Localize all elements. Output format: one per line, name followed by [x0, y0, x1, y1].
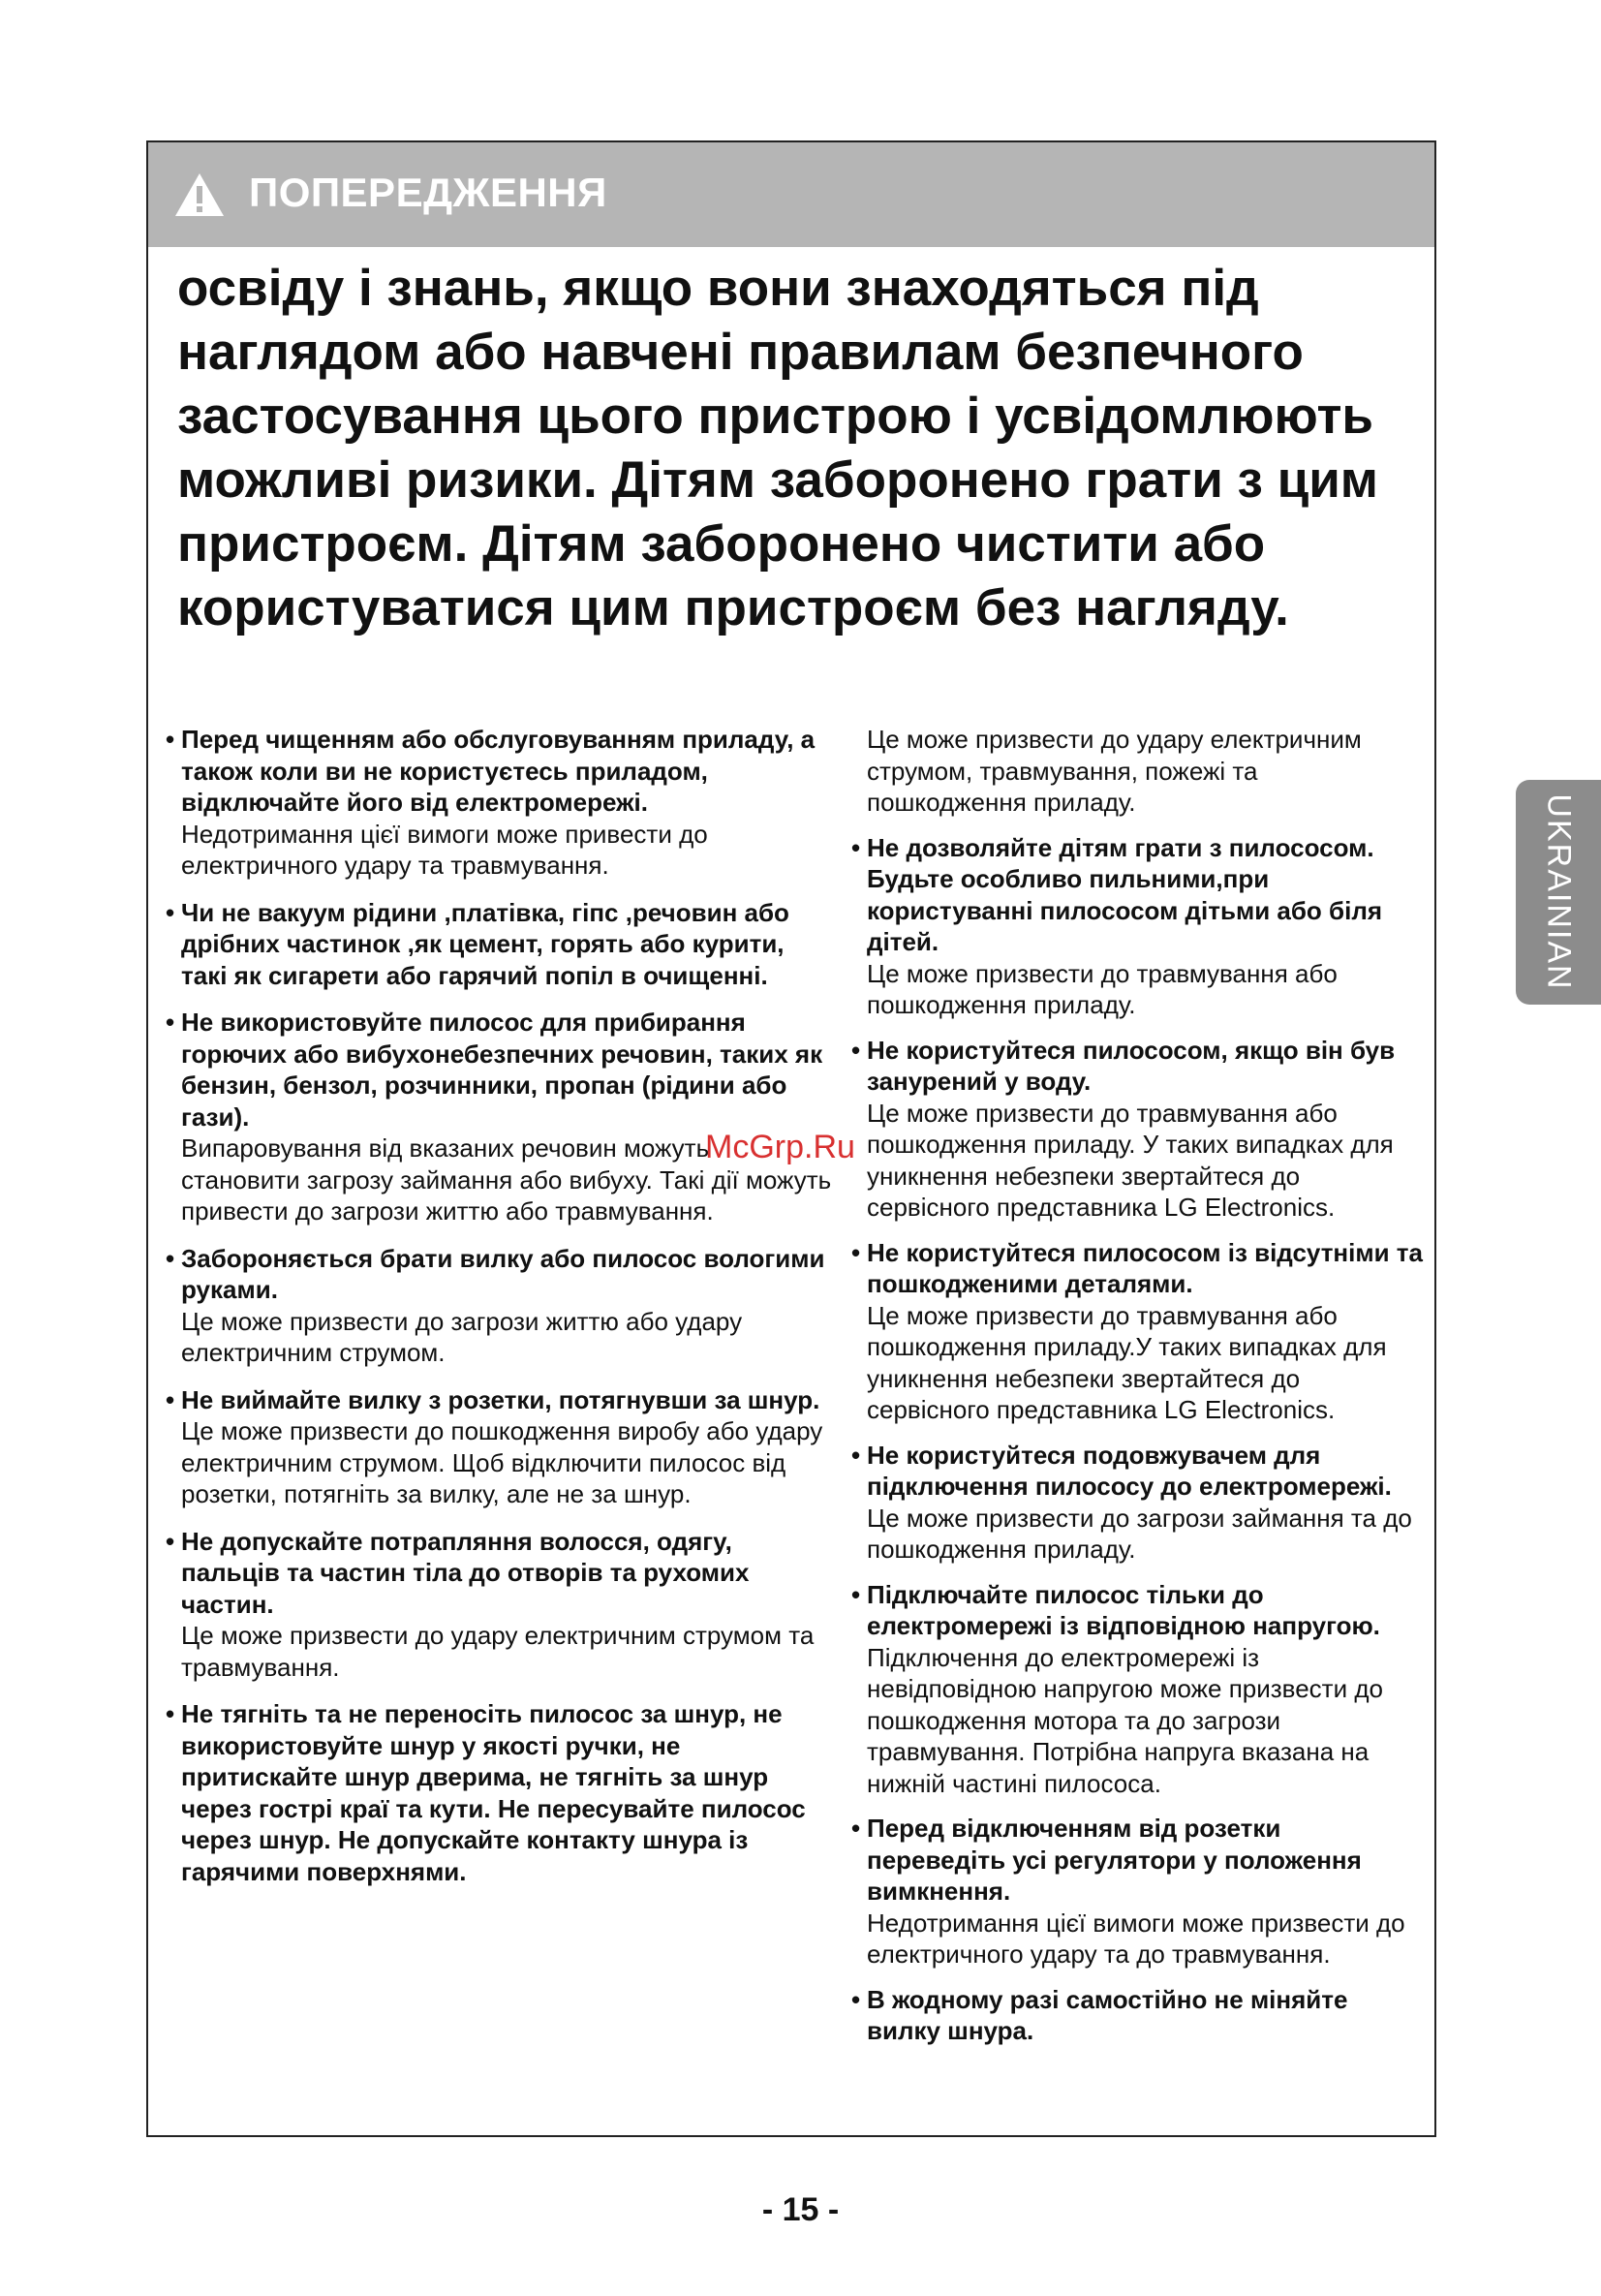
item-heading: Перед чищенням або обслуговуванням приладу, а також коли ви не користуєтесь приладом, відключайте його від електромережі. [181, 725, 816, 817]
list-item [851, 1035, 1423, 1224]
bullet: • [166, 1384, 175, 1414]
bullet: • [851, 1237, 861, 1267]
bullet: • [166, 897, 175, 927]
item-text: Це може призвести до пошкодження виробу або удару електричним струмом. Щоб відключити пилосос від розетки, потягніть за вилку, але не за шнур. [181, 1416, 823, 1508]
item-text: Це може призвести до травмування або пошкодження приладу. [867, 958, 1338, 1019]
bullet: • [851, 1579, 861, 1609]
list-item [851, 724, 1423, 819]
bullet: • [166, 1008, 175, 1037]
item-heading: Не користуйтеся подовжувачем для підключення пилососу до електромережі. [867, 1440, 1392, 1501]
list-item [166, 1384, 832, 1510]
language-tab [1516, 780, 1601, 1005]
list-item [851, 1813, 1423, 1970]
list-item [166, 1526, 832, 1684]
list-item [166, 1243, 832, 1369]
bullet: • [851, 1440, 861, 1470]
bullet: • [851, 832, 861, 862]
item-text: Недотримання цієї вимоги може призвести до електричного удару та до травмування. [867, 1908, 1405, 1969]
item-text: Це може призвести до травмування або пошкодження приладу.У таких випадках для уникнення небезпеки звертайтеся до сервісного представника LG Electronics. [867, 1300, 1387, 1424]
list-item [851, 832, 1423, 1021]
warning-title: ПОПЕРЕДЖЕННЯ [249, 170, 607, 215]
bullet: • [166, 1526, 175, 1556]
watermark: McGrp.Ru [705, 1129, 855, 1165]
warning-header [148, 142, 1434, 247]
list-item [166, 1007, 832, 1227]
item-heading: Не дозволяйте дітям грати з пилососом. Будьте особливо пильними,при користуванні пилососом дітьми або біля дітей. [867, 832, 1383, 956]
item-heading: Не користуйтеся пилососом із відсутніми та пошкодженими деталями. [867, 1237, 1423, 1298]
item-heading: Перед відключенням від розетки переведіть усі регулятори у положення вимкнення. [867, 1814, 1362, 1906]
item-text: Це може призвести до загрози займання та до пошкодження приладу. [867, 1503, 1412, 1564]
item-text: Це може призвести до удару електричним струмом, травмування, пожежі та пошкодження приладу. [867, 725, 1362, 817]
item-heading: Не допускайте потрапляння волосся, одягу, пальців та частин тіла до отворів та рухомих частин. [181, 1526, 750, 1619]
list-item [851, 1579, 1423, 1800]
item-heading: Не тягніть та не переносіть пилосос за шнур, не використовуйте шнур у якості ручки, не притискайте шнур дверима, не тягніть за шнур через гострі краї та кути. Не пересувайте пилосос через шнур. Не допускайте контакту шнура із гарячими поверхнями. [181, 1699, 806, 1886]
list-item [166, 897, 832, 992]
bullet: • [166, 725, 175, 754]
item-heading: Не користуйтеся пилососом, якщо він був занурений у воду. [867, 1035, 1396, 1096]
item-heading: В жодному разі самостійно не міняйте вилку шнура. [867, 1984, 1348, 2045]
item-heading: Не виймайте вилку з розетки, потягнувши за шнур. [181, 1384, 820, 1414]
item-heading: Чи не вакуум рідини ,платівка, гіпс ,речовин або дрібних частинок ,як цемент, горять або курити, такі як сигарети або гарячий попіл в очищенні. [181, 897, 789, 990]
list-item [851, 1237, 1423, 1426]
item-heading: Не використовуйте пилосос для прибирання горючих або вибухонебезпечних речовин, таких як бензин, бензол, розчинники, пропан (рідини або гази). [181, 1008, 823, 1132]
language-tab-label: UKRAINIAN [1540, 793, 1578, 991]
bullet: • [166, 1243, 175, 1273]
intro-warning-text: освіду і знань, якщо вони знаходяться під наглядом або навчені правилам безпечного застосування цього пристрою і усвідомлюють можливі ризики. Дітям заборонено грати з цим пристроєм. Дітям заборонено чистити або користуватися цим пристроєм без нагляду. [177, 260, 1378, 636]
left-column [166, 724, 832, 1903]
item-text: Це може призвести до травмування або пошкодження приладу. У таких випадках для уникнення небезпеки звертайтеся до сервісного представника LG Electronics. [867, 1098, 1394, 1222]
page-number: - 15 - [761, 2191, 840, 2228]
item-text: Випаровування від вказаних речовин можуть становити загрозу займання або вибуху. Такі дії можуть привести до загрози життю або травмування. [181, 1133, 832, 1226]
bullet: • [851, 1984, 861, 2014]
list-item [851, 1440, 1423, 1566]
bullet: • [851, 1814, 861, 1843]
list-item [851, 1984, 1423, 2047]
list-item [166, 724, 832, 882]
item-text: Це може призвести до удару електричним струмом та травмування. [181, 1621, 815, 1682]
item-heading: Забороняється брати вилку або пилосос вологими руками. [181, 1243, 825, 1304]
item-text: Підключення до електромережі із невідповідною напругою може призвести до пошкодження мотора та до загрози травмування. Потрібна напруга вказана на нижній частині пилососа. [867, 1642, 1383, 1798]
bullet: • [851, 1035, 861, 1065]
item-text: Це може призвести до загрози життю або удару електричним струмом. [181, 1306, 743, 1367]
list-item [166, 1698, 832, 1887]
item-heading: Підключайте пилосос тільки до електромережі із відповідною напругою. [867, 1579, 1380, 1640]
right-column [851, 724, 1423, 2061]
item-text: Недотримання цієї вимоги може привести до електричного удару та травмування. [181, 819, 708, 880]
warning-triangle-icon [173, 171, 226, 218]
bullet: • [166, 1699, 175, 1728]
